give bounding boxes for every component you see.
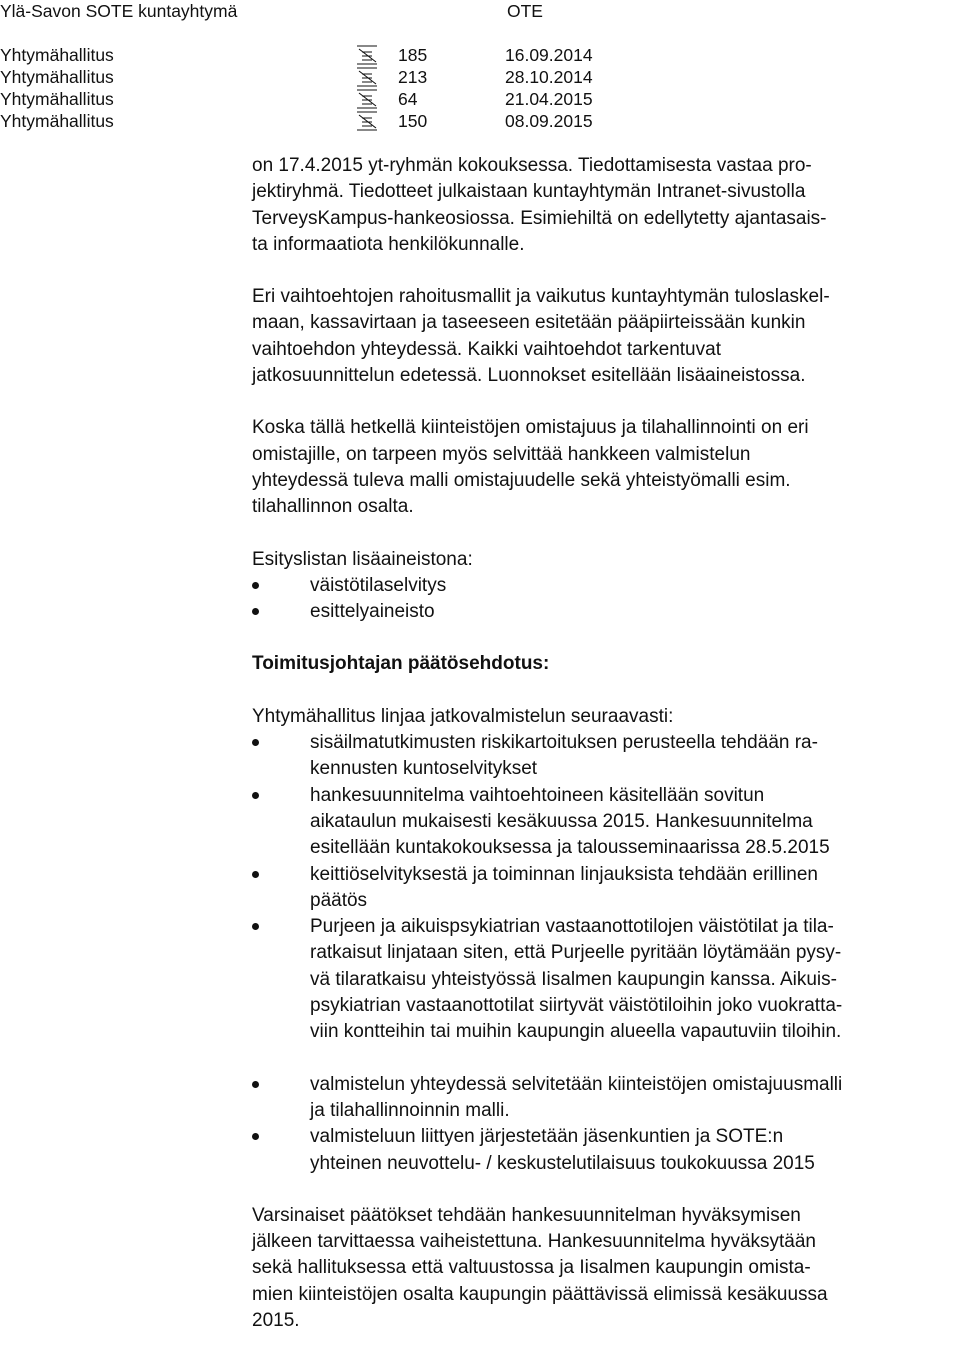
bullet-icon [252,871,259,878]
reference-body: Yhtymähallitus [0,67,114,87]
paragraph-closing [252,1203,956,1334]
text-line: TerveysKampus-hankeosiossa. Esimiehiltä on edellytetty ajantasais- [252,207,827,229]
document-body [252,153,956,1334]
text-line: jektiryhmä. Tiedotteet julkaistaan kuntayhtymän Intranet-sivustolla [252,181,806,203]
paragraph-ownership [252,415,956,520]
proposal-intro: Yhtymähallitus linjaa jatkovalmistelun seuraavasti: [252,705,674,727]
section-sign-icon [356,45,378,65]
reference-number: 185 [398,45,428,65]
section-sign-icon [356,111,378,131]
bullet-icon [252,1081,259,1088]
bullet-icon [252,608,259,615]
attachments-label: Esityslistan lisäaineistona: [252,548,473,570]
text-line: tilahallinnon osalta. [252,496,414,518]
proposal-list-continued [252,1072,956,1177]
list-item: väistötilaselvitys [252,573,956,599]
document-type-label: OTE [507,1,543,21]
reference-body: Yhtymähallitus [0,89,114,109]
attachments-list [252,573,956,626]
list-item: hankesuunnitelma vaihtoehtoineen käsitellään sovitun aikataulun mukaisesti kesäkuussa 2015. Hankesuunnitelma esitellään kuntakokouksessa ja talousseminaarissa 28.5.2015 [252,783,956,862]
text-line: Eri vaihtoehtojen rahoitusmallit ja vaikutus kuntayhtymän tuloslaskel- [252,286,830,308]
text-line: maan, kassavirtaan ja taseeseen esitetään pääpiirteissään kunkin [252,312,806,334]
list-item: valmisteluun liittyen järjestetään jäsenkuntien ja SOTE:n yhteinen neuvottelu- / keskustelutilaisuus toukokuussa 2015 [252,1124,956,1177]
text-line: Varsinaiset päätökset tehdään hankesuunnitelman hyväksymisen [252,1204,801,1226]
text-line: vaihtoehdon yhteydessä. Kaikki vaihtoehdot tarkentuvat [252,338,721,360]
list-item: Purjeen ja aikuispsykiatrian vastaanottotilojen väistötilat ja tila- ratkaisut linjataan siten, että Purjeelle pyritään löytämään pysy- vä tilaratkaisu yhteistyössä Iisalmen kaupungin kanssa. Aikuis- psykiatrian vastaanottotilat siirtyvät väistötiloihin joko vuokratta- viin kontteihin tai muihin kaupungin alueella vapautuviin tiloihin. [252,914,956,1045]
list-item: keittiöselvityksestä ja toiminnan linjauksista tehdään erillinen päätös [252,862,956,915]
text-line: yhteydessä tuleva malli omistajuudelle sekä yhteistyömalli esim. [252,469,791,491]
bullet-icon [252,739,259,746]
reference-body: Yhtymähallitus [0,45,114,65]
text-line: omistajille, on tarpeen myös selvittää hankkeen valmistelun [252,443,751,465]
reference-number: 213 [398,67,428,87]
text-line: Koska tällä hetkellä kiinteistöjen omistajuus ja tilahallinnointi on eri [252,417,809,439]
bullet-icon [252,1133,259,1140]
paragraph-financing [252,284,956,389]
text-line: on 17.4.2015 yt-ryhmän kokouksessa. Tiedottamisesta vastaa pro- [252,155,812,176]
section-sign-icon [356,67,378,87]
text-line: jälkeen tarvittaessa vaiheistettuna. Hankesuunnitelma hyväksytään [252,1231,816,1253]
list-item: sisäilmatutkimusten riskikartoituksen perusteella tehdään ra- kennusten kuntoselvitykset [252,730,956,783]
text-line: ta informaatiota henkilökunnalle. [252,233,525,255]
reference-date: 16.09.2014 [505,45,593,65]
reference-date: 08.09.2015 [505,111,593,131]
bullet-icon [252,792,259,799]
reference-date: 28.10.2014 [505,67,593,87]
bullet-icon [252,582,259,589]
bullet-icon [252,923,259,930]
text-line: jatkosuunnittelun edetessä. Luonnokset esitellään lisäaineistossa. [252,365,806,387]
reference-number: 150 [398,111,428,131]
reference-body: Yhtymähallitus [0,111,114,131]
proposal-heading: Toimitusjohtajan päätösehdotus: [252,653,550,675]
reference-number: 64 [398,89,418,109]
text-line: mien kiinteistöjen osalta kaupungin päättävissä elimissä kesäkuussa [252,1283,828,1305]
paragraph-communication [252,153,956,258]
organization-name: Ylä-Savon SOTE kuntayhtymä [0,1,238,21]
proposal-list [252,730,956,1046]
text-line: 2015. [252,1309,300,1331]
reference-date: 21.04.2015 [505,89,593,109]
list-item: valmistelun yhteydessä selvitetään kiinteistöjen omistajuusmalli ja tilahallinnoinnin malli. [252,1072,956,1125]
list-item: esittelyaineisto [252,599,956,625]
text-line: sekä hallituksessa että valtuustossa ja Iisalmen kaupungin omista- [252,1257,811,1279]
section-sign-icon [356,89,378,109]
